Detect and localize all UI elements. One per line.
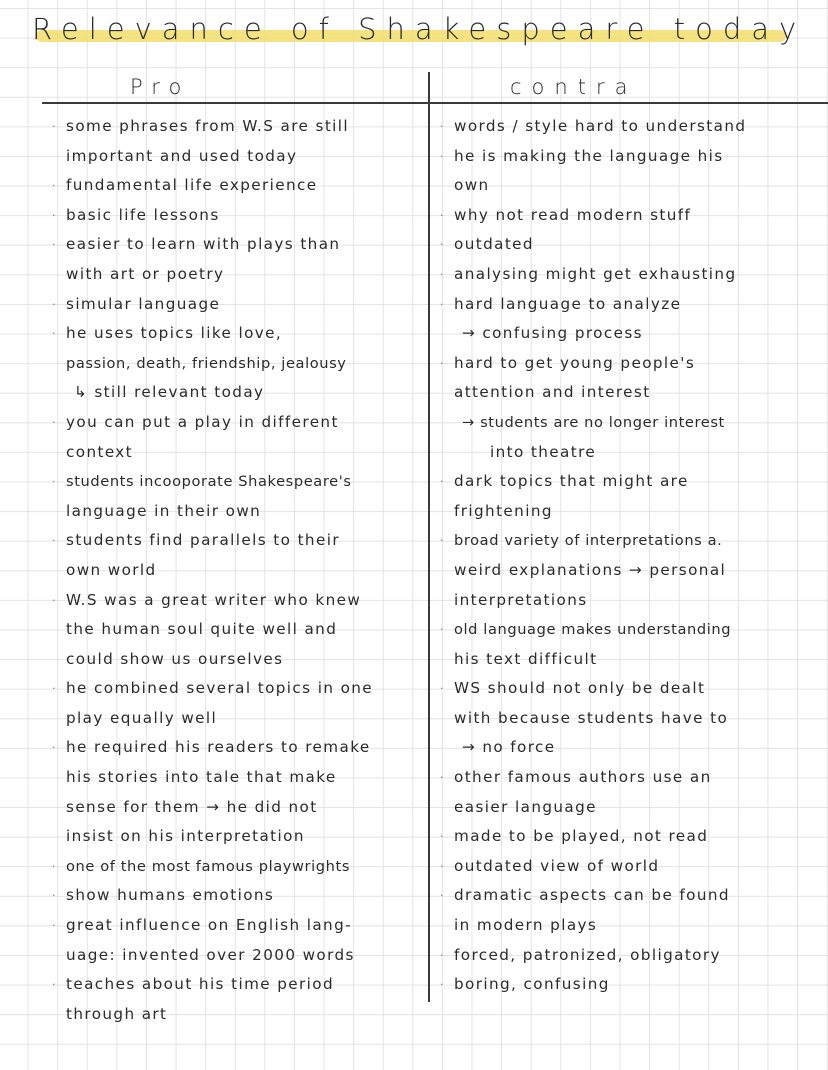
header-rule	[42, 102, 828, 104]
list-item: insist on his interpretation	[66, 827, 305, 846]
list-item: attention and interest	[454, 383, 651, 402]
list-item: uage: invented over 2000 words	[66, 945, 355, 964]
list-item: · great influence on English lang-	[52, 911, 424, 941]
list-item: · words / style hard to understand	[440, 112, 824, 142]
list-item: own world	[66, 560, 157, 579]
pro-column-heading: Pro	[130, 75, 191, 99]
list-item: weird explanations → personal	[454, 560, 727, 579]
list-item: · show humans emotions	[52, 881, 424, 911]
bullet-dot: ·	[52, 593, 57, 607]
list-item: with because students have to	[454, 708, 729, 727]
list-item: his text difficult	[454, 649, 598, 668]
list-item: · he required his readers to remake	[52, 733, 424, 763]
list-item: into theatre	[490, 442, 597, 461]
list-item: passion, death, friendship, jealousy	[66, 354, 347, 372]
bullet-dot: ·	[52, 297, 57, 311]
list-item: · teaches about his time period	[52, 970, 424, 1000]
bullet-dot: ·	[52, 534, 57, 548]
bullet-dot: ·	[440, 830, 445, 844]
list-item: · dramatic aspects can be found	[440, 881, 824, 911]
bullet-dot: ·	[440, 238, 445, 252]
list-item: · basic life lessons	[52, 201, 424, 231]
list-item: through art	[66, 1004, 168, 1023]
list-item: · other famous authors use an	[440, 763, 824, 793]
bullet-dot: ·	[440, 771, 445, 785]
list-item: · hard to get young people's	[440, 349, 824, 379]
list-item: · simular language	[52, 290, 424, 320]
list-item: · some phrases from W.S are still	[52, 112, 424, 142]
list-item: · hard language to analyze	[440, 290, 824, 320]
list-item: · students incooporate Shakespeare's	[52, 467, 424, 497]
list-item: · outdated	[440, 230, 824, 260]
list-item: · forced, patronized, obligatory	[440, 941, 824, 971]
list-item: the human soul quite well and	[66, 620, 338, 639]
list-item: · easier to learn with plays than	[52, 230, 424, 260]
bullet-dot: ·	[52, 179, 57, 193]
list-item: frightening	[454, 501, 553, 520]
contra-list	[440, 112, 824, 1000]
list-item: sense for them → he did not	[66, 797, 318, 816]
bullet-dot: ·	[440, 356, 445, 370]
list-item: · one of the most famous playwrights	[52, 852, 424, 882]
list-item: easier language	[454, 797, 597, 816]
bullet-dot: ·	[440, 978, 445, 992]
list-item: important and used today	[66, 146, 298, 165]
list-item: → confusing process	[462, 324, 643, 343]
bullet-dot: ·	[52, 978, 57, 992]
list-item: with art or poetry	[66, 264, 225, 283]
list-item: · WS should not only be dealt	[440, 674, 824, 704]
bullet-dot: ·	[440, 859, 445, 873]
list-item: · he combined several topics in one	[52, 674, 424, 704]
list-item: play equally well	[66, 708, 218, 727]
list-item: ↳ still relevant today	[74, 383, 265, 402]
list-item: → no force	[462, 738, 556, 757]
bullet-dot: ·	[52, 682, 57, 696]
list-item: interpretations	[454, 590, 588, 609]
list-item: · fundamental life experience	[52, 171, 424, 201]
list-item: · students find parallels to their	[52, 526, 424, 556]
bullet-dot: ·	[440, 120, 445, 133]
bullet-dot: ·	[440, 889, 445, 903]
list-item: · boring, confusing	[440, 970, 824, 1000]
list-item: own	[454, 176, 490, 195]
list-item: · W.S was a great writer who knew	[52, 586, 424, 616]
list-item: · he is making the language his	[440, 142, 824, 172]
list-item: · old language makes understanding	[440, 615, 824, 645]
bullet-dot: ·	[52, 475, 57, 489]
list-item: could show us ourselves	[66, 649, 284, 668]
bullet-dot: ·	[440, 149, 445, 163]
list-item: · made to be played, not read	[440, 822, 824, 852]
bullet-dot: ·	[440, 623, 445, 637]
list-item: · you can put a play in different	[52, 408, 424, 438]
bullet-dot: ·	[52, 120, 57, 133]
list-item: in modern plays	[454, 916, 598, 935]
bullet-dot: ·	[52, 238, 57, 252]
list-item: · broad variety of interpretations a.	[440, 526, 824, 556]
list-item: his stories into tale that make	[66, 768, 337, 787]
list-item: · he uses topics like love,	[52, 319, 424, 349]
list-item: → students are no longer interest	[462, 413, 725, 431]
list-item: language in their own	[66, 501, 262, 520]
pro-list	[52, 112, 424, 1029]
bullet-dot: ·	[52, 208, 57, 222]
column-divider	[428, 72, 430, 1002]
bullet-dot: ·	[52, 919, 57, 933]
contra-column-heading: contra	[510, 75, 638, 99]
bullet-dot: ·	[52, 415, 57, 429]
list-item: · dark topics that might are	[440, 467, 824, 497]
list-item: · outdated view of world	[440, 852, 824, 882]
bullet-dot: ·	[440, 948, 445, 962]
bullet-dot: ·	[52, 327, 57, 341]
bullet-dot: ·	[440, 534, 445, 548]
page-title: Relevance of Shakespeare today	[32, 12, 807, 46]
list-item: context	[66, 442, 134, 461]
bullet-dot: ·	[440, 297, 445, 311]
list-item: · why not read modern stuff	[440, 201, 824, 231]
list-item: · analysing might get exhausting	[440, 260, 824, 290]
bullet-dot: ·	[52, 859, 57, 873]
bullet-dot: ·	[440, 267, 445, 281]
bullet-dot: ·	[440, 208, 445, 222]
bullet-dot: ·	[440, 682, 445, 696]
bullet-dot: ·	[52, 741, 57, 755]
bullet-dot: ·	[52, 889, 57, 903]
bullet-dot: ·	[440, 475, 445, 489]
